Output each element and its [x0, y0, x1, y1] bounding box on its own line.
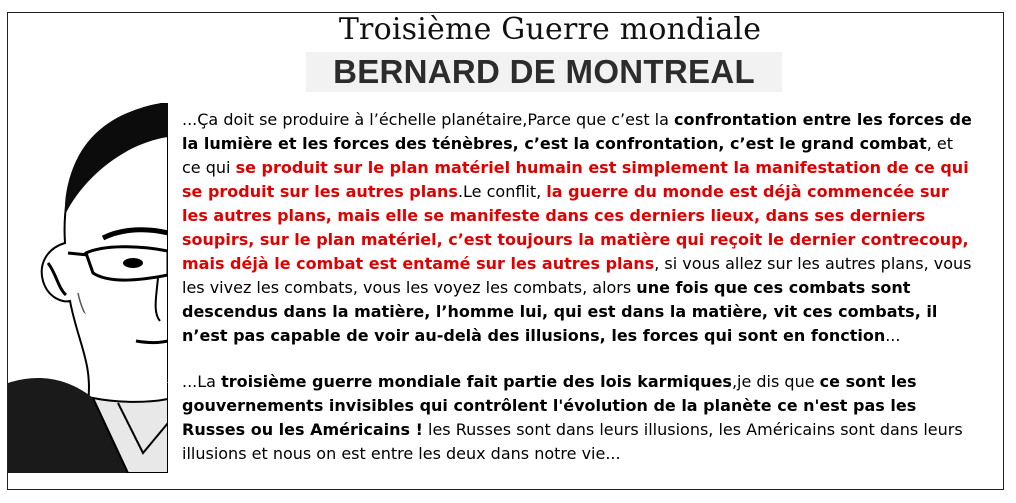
portrait-image — [8, 103, 168, 473]
paragraph2-segment: ce sont les gouvernements invisibles qui contrôlent l'évolution de la planète ce n'est pas les Russes ou les Américains ! — [182, 372, 917, 439]
author-name: BERNARD DE MONTREAL — [333, 53, 755, 90]
paragraph2-segment: troisième guerre mondiale fait partie des lois karmiques — [221, 372, 732, 391]
quote-paragraph-1 — [182, 108, 972, 348]
paragraph1-segment: ...Ça doit se produire à l’échelle planétaire,Parce que c’est la — [182, 110, 675, 129]
paragraph1-segment: , et ce qui — [182, 134, 954, 177]
page-title: Troisième Guerre mondiale — [338, 12, 762, 47]
paragraph2-segment: ...La — [182, 372, 222, 391]
paragraph1-segment: se produit sur le plan matériel humain est simplement la manifestation de ce qui se produit sur les autres plans — [182, 158, 969, 201]
paragraph1-segment: une fois que ces combats sont descendus dans la matière, l’homme lui, qui est dans la matière, vit ces combats, il n’est pas capable de voir au-delà des illusions, les forces qui sont en fonction — [182, 278, 938, 345]
paragraph2-segment: ,je dis que — [731, 372, 820, 391]
paragraph1-segment: , si vous allez sur les autres plans, vous les vivez les combats, vous les voyez les combats, alors — [182, 254, 972, 297]
paragraph1-segment: ... — [885, 326, 901, 345]
paragraph1-segment: la guerre du monde est déjà commencée sur les autres plans, mais elle se manifeste dans ces derniers lieux, dans ses derniers soupirs, sur le plan matériel, c’est toujours la matière qui reçoit le dernier contrecoup, mais déjà le combat est entamé sur les autres plans — [182, 182, 969, 273]
paragraph1-segment: .Le conflit, — [457, 182, 547, 201]
paragraph1-segment: confrontation entre les forces de la lumière et les forces des ténèbres, c’est la confrontation, c’est le grand combat — [182, 110, 972, 153]
paragraph2-segment: les Russes sont dans leurs illusions, les Américains sont dans leurs illusions et nous on est entre les deux dans notre vie... — [182, 420, 963, 463]
quote-paragraph-2 — [182, 370, 972, 466]
